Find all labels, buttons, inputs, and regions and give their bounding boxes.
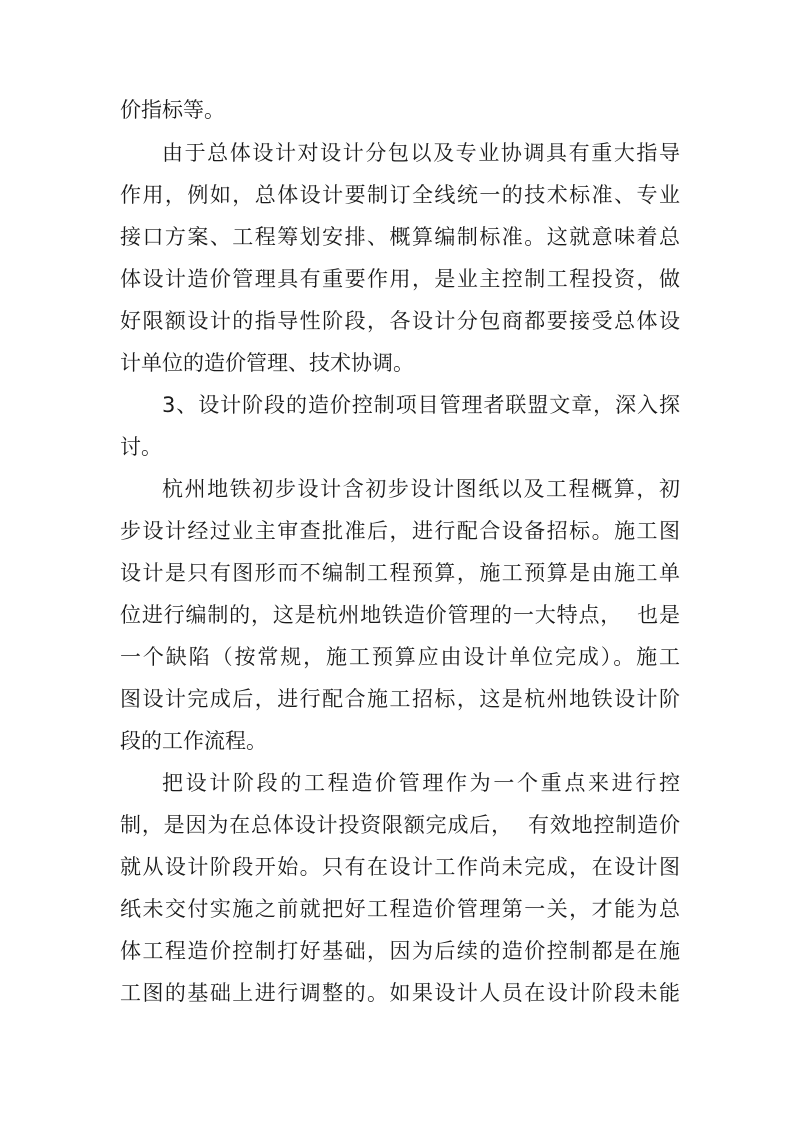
paragraph-line: 把设计阶段的工程造价管理作为一个重点来进行控 (162, 771, 680, 795)
paragraph-line: 步设计经过业主审查批准后，进行配合设备招标。施工图 (120, 519, 680, 543)
paragraph-line: 体工程造价控制打好基础，因为后续的造价控制都是在施 (120, 939, 680, 963)
paragraph-line: 由于总体设计对设计分包以及专业协调具有重大指导 (162, 141, 680, 165)
paragraph-line: 段的工作流程。 (120, 729, 267, 753)
paragraph-line: 好限额设计的指导性阶段，各设计分包商都要接受总体设 (120, 309, 680, 333)
paragraph-line: 作用，例如，总体设计要制订全线统一的技术标准、专业 (120, 183, 680, 207)
paragraph-line: 纸未交付实施之前就把好工程造价管理第一关，才能为总 (120, 897, 680, 921)
paragraph-line: 图设计完成后，进行配合施工招标，这是杭州地铁设计阶 (120, 687, 680, 711)
paragraph-line: 就从设计阶段开始。只有在设计工作尚未完成，在设计图 (120, 855, 680, 879)
paragraph-line: 设计是只有图形而不编制工程预算，施工预算是由施工单 (120, 561, 680, 585)
paragraph-line: 体设计造价管理具有重要作用，是业主控制工程投资，做 (120, 267, 680, 291)
paragraph-line: 一个缺陷（按常规，施工预算应由设计单位完成）。施工 (120, 645, 680, 669)
paragraph-line: 位进行编制的，这是杭州地铁造价管理的一大特点， 也是 (120, 603, 680, 627)
paragraph-line: 价指标等。 (120, 98, 225, 122)
paragraph-line: 计单位的造价管理、技术协调。 (120, 351, 414, 375)
paragraph-line: 接口方案、工程筹划安排、概算编制标准。这就意味着总 (120, 225, 680, 249)
section-heading-line: 3、设计阶段的造价控制项目管理者联盟文章，深入探 (162, 393, 680, 417)
paragraph-line: 制，是因为在总体设计投资限额完成后， 有效地控制造价 (120, 813, 680, 837)
paragraph-line: 工图的基础上进行调整的。如果设计人员在设计阶段未能 (120, 981, 680, 1005)
section-heading-line: 讨。 (120, 435, 162, 459)
paragraph-line: 杭州地铁初步设计含初步设计图纸以及工程概算，初 (162, 477, 680, 501)
